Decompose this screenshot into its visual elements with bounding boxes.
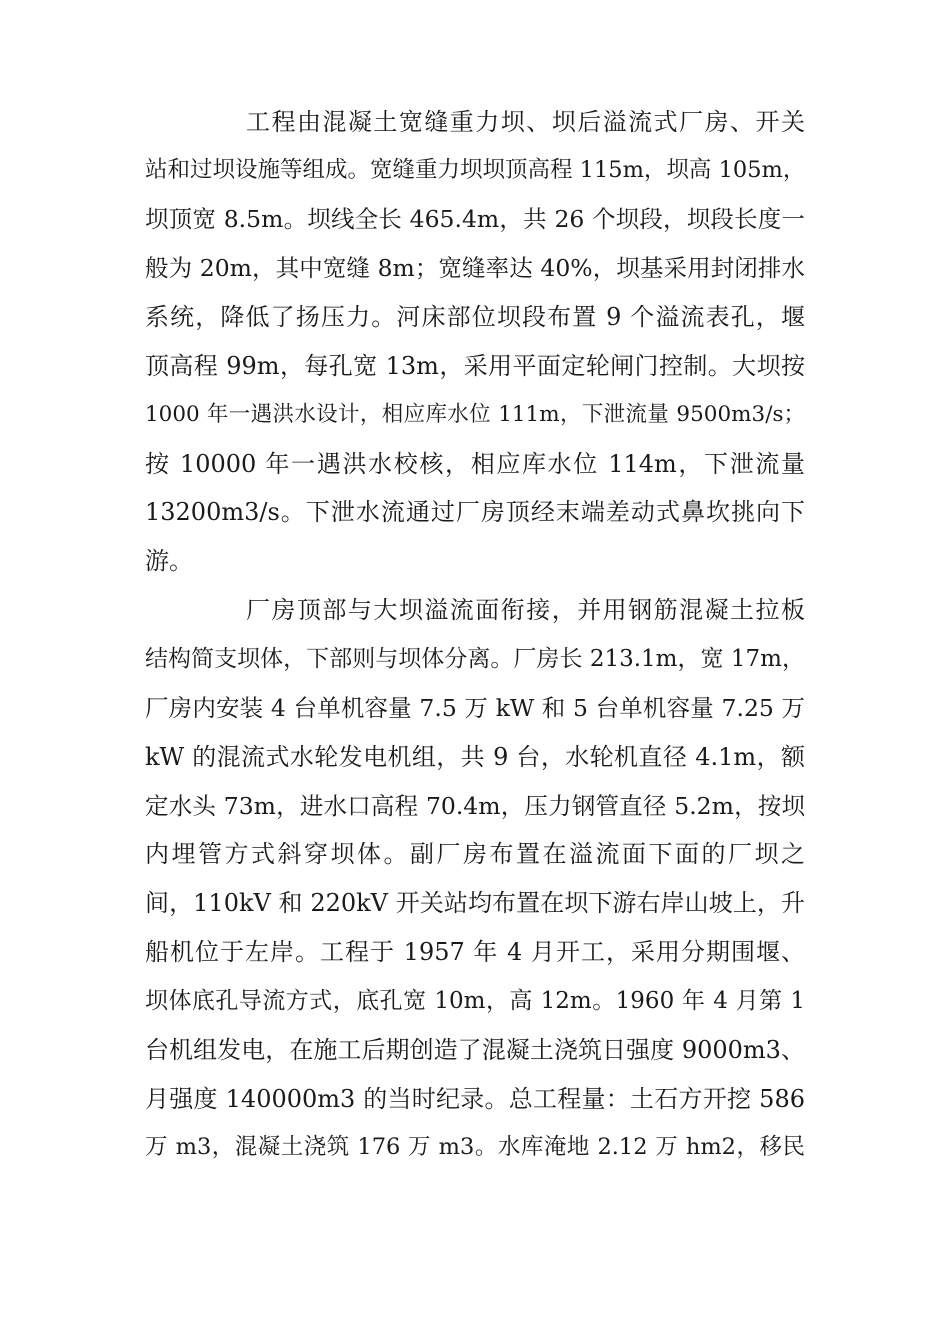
text-line: 定水头 73m，进水口高程 70.4m，压力钢管直径 5.2m，按坝	[145, 792, 805, 820]
text-line: 顶高程 99m，每孔宽 13m，采用平面定轮闸门控制。大坝按	[145, 352, 805, 380]
text-line: 台机组发电，在施工后期创造了混凝土浇筑日强度 9000m3、	[145, 1036, 805, 1064]
text-line: 厂房内安装 4 台单机容量 7.5 万 kW 和 5 台单机容量 7.25 万	[145, 694, 805, 722]
text-line: 站和过坝设施等组成。宽缝重力坝坝顶高程 115m，坝高 105m，	[145, 157, 806, 183]
text-line: 结构简支坝体，下部则与坝体分离。厂房长 213.1m，宽 17m，	[145, 646, 805, 672]
text-line: 间，110kV 和 220kV 开关站均布置在坝下游右岸山坡上，升	[145, 889, 805, 917]
text-line: 游。	[145, 547, 193, 575]
text-line: 13200m3/s。下泄水流通过厂房顶经末端差动式鼻坎挑向下	[145, 498, 805, 526]
text-line: 工程由混凝土宽缝重力坝、坝后溢流式厂房、开关	[246, 108, 805, 136]
text-line: 厂房顶部与大坝溢流面衔接，并用钢筋混凝土拉板	[246, 596, 805, 624]
text-line: 万 m3，混凝土浇筑 176 万 m3。水库淹地 2.12 万 hm2，移民	[145, 1134, 805, 1160]
text-line: 1000 年一遇洪水设计，相应库水位 111m，下泄流量 9500m3/s；	[145, 402, 805, 427]
text-line: 坝体底孔导流方式，底孔宽 10m，高 12m。1960 年 4 月第 1	[145, 988, 805, 1014]
text-line: 按 10000 年一遇洪水校核，相应库水位 114m，下泄流量	[145, 450, 805, 478]
text-line: 坝顶宽 8.5m。坝线全长 465.4m，共 26 个坝段，坝段长度一	[145, 205, 805, 233]
text-line: 系统，降低了扬压力。河床部位坝段布置 9 个溢流表孔，堰	[145, 303, 805, 331]
text-line: 内埋管方式斜穿坝体。副厂房布置在溢流面下面的厂坝之	[145, 840, 805, 868]
text-line: 船机位于左岸。工程于 1957 年 4 月开工，采用分期围堰、	[145, 938, 805, 966]
text-line: 般为 20m，其中宽缝 8m；宽缝率达 40%，坝基采用封闭排水	[145, 254, 805, 282]
text-line: kW 的混流式水轮发电机组，共 9 台，水轮机直径 4.1m，额	[145, 743, 805, 771]
text-line: 月强度 140000m3 的当时纪录。总工程量：土石方开挖 586	[145, 1085, 805, 1113]
